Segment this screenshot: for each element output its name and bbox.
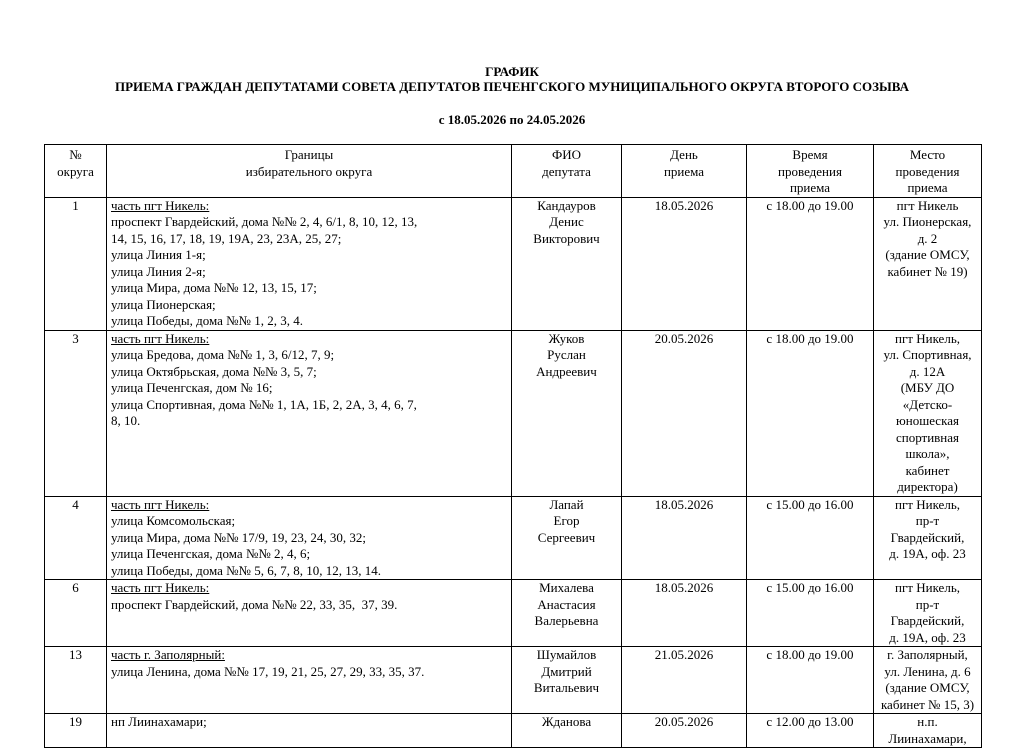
deputy-name: Жданова [512, 714, 622, 748]
reception-place: пгт Никель, пр-т Гвардейский, д. 19А, оф. 23 [874, 496, 982, 580]
table-header-row [45, 145, 982, 198]
schedule-table [44, 144, 982, 748]
district-number: 6 [45, 580, 107, 647]
district-number: 13 [45, 647, 107, 714]
reception-day: 20.05.2026 [622, 330, 747, 496]
table-row [45, 580, 982, 647]
district-bounds: нп Лиинахамари; [107, 714, 512, 748]
table-row [45, 330, 982, 496]
reception-day: 18.05.2026 [622, 496, 747, 580]
table-row [45, 647, 982, 714]
district-number: 19 [45, 714, 107, 748]
header-reception-place: Место проведения приема [874, 145, 982, 198]
table-row [45, 714, 982, 748]
header-reception-day: День приема [622, 145, 747, 198]
table-row [45, 496, 982, 580]
reception-place: г. Заполярный, ул. Ленина, д. 6 (здание ОМСУ, кабинет № 15, 3) [874, 647, 982, 714]
district-bounds: часть г. Заполярный: улица Ленина, дома №№ 17, 19, 21, 25, 27, 29, 33, 35, 37. [107, 647, 512, 714]
district-part: часть пгт Никель: [111, 197, 210, 213]
reception-place: пгт Никель, ул. Спортивная, д. 12А (МБУ ДО «Детско- юношеская спортивная школа», кабинет директора) [874, 330, 982, 496]
district-part: часть пгт Никель: [111, 496, 210, 512]
reception-time: с 15.00 до 16.00 [747, 580, 874, 647]
reception-time: с 18.00 до 19.00 [747, 330, 874, 496]
district-number: 3 [45, 330, 107, 496]
reception-time: с 18.00 до 19.00 [747, 647, 874, 714]
reception-place: н.п. Лиинахамари, [874, 714, 982, 748]
district-number: 1 [45, 197, 107, 330]
reception-day: 20.05.2026 [622, 714, 747, 748]
table-row [45, 197, 982, 330]
header-deputy-name: ФИО депутата [512, 145, 622, 198]
document-title: ГРАФИК [485, 64, 539, 79]
reception-day: 21.05.2026 [622, 647, 747, 714]
reception-time: с 12.00 до 13.00 [747, 714, 874, 748]
deputy-name: Кандауров Денис Викторович [512, 197, 622, 330]
district-part: часть пгт Никель: [111, 330, 210, 346]
district-bounds: часть пгт Никель: проспект Гвардейский, дома №№ 22, 33, 35, 37, 39. [107, 580, 512, 647]
header-district-number: № округа [45, 145, 107, 198]
district-part: часть г. Заполярный: [111, 647, 225, 662]
header-district-bounds: Границы избирательного округа [107, 145, 512, 198]
reception-place: пгт Никель ул. Пионерская, д. 2 (здание ОМСУ, кабинет № 19) [874, 197, 982, 330]
deputy-name: Михалева Анастасия Валерьевна [512, 580, 622, 647]
reception-time: с 15.00 до 16.00 [747, 496, 874, 580]
reception-day: 18.05.2026 [622, 580, 747, 647]
district-bounds: часть пгт Никель: улица Бредова, дома №№ 1, 3, 6/12, 7, 9; улица Октябрьская, дома №№ 3, 5, 7; улица Печенгская, дом № 16; улица Спортивная, дома №№ 1, 1А, 1Б, 2, 2А, 3, 4, 6, 7, 8, 10. [107, 330, 512, 496]
document-subtitle: ПРИЕМА ГРАЖДАН ДЕПУТАТАМИ СОВЕТА ДЕПУТАТОВ ПЕЧЕНГСКОГО МУНИЦИПАЛЬНОГО ОКРУГА ВТОРОГО СОЗЫВА [114, 79, 910, 94]
deputy-name: Лапай Егор Сергеевич [512, 496, 622, 580]
district-bounds: часть пгт Никель: улица Комсомольская; улица Мира, дома №№ 17/9, 19, 23, 24, 30, 32; улица Печенгская, дома №№ 2, 4, 6; улица Победы, дома №№ 5, 6, 7, 8, 10, 12, 13, 14. [107, 496, 512, 580]
header-reception-time: Время проведения приема [747, 145, 874, 198]
deputy-name: Шумайлов Дмитрий Витальевич [512, 647, 622, 714]
deputy-name: Жуков Руслан Андреевич [512, 330, 622, 496]
district-part: часть пгт Никель: [111, 580, 210, 595]
reception-time: с 18.00 до 19.00 [747, 197, 874, 330]
district-bounds: часть пгт Никель: проспект Гвардейский, дома №№ 2, 4, 6/1, 8, 10, 12, 13, 14, 15, 16, 17, 18, 19, 19А, 23, 23А, 25, 27; улица Линия 1-я; улица Линия 2-я; улица Мира, дома №№ 12, 13, 15, 17; улица Пионерская; улица Победы, дома №№ 1, 2, 3, 4. [107, 197, 512, 330]
reception-day: 18.05.2026 [622, 197, 747, 330]
district-number: 4 [45, 496, 107, 580]
period-dates: с 18.05.2026 по 24.05.2026 [438, 112, 586, 127]
reception-place: пгт Никель, пр-т Гвардейский, д. 19А, оф. 23 [874, 580, 982, 647]
